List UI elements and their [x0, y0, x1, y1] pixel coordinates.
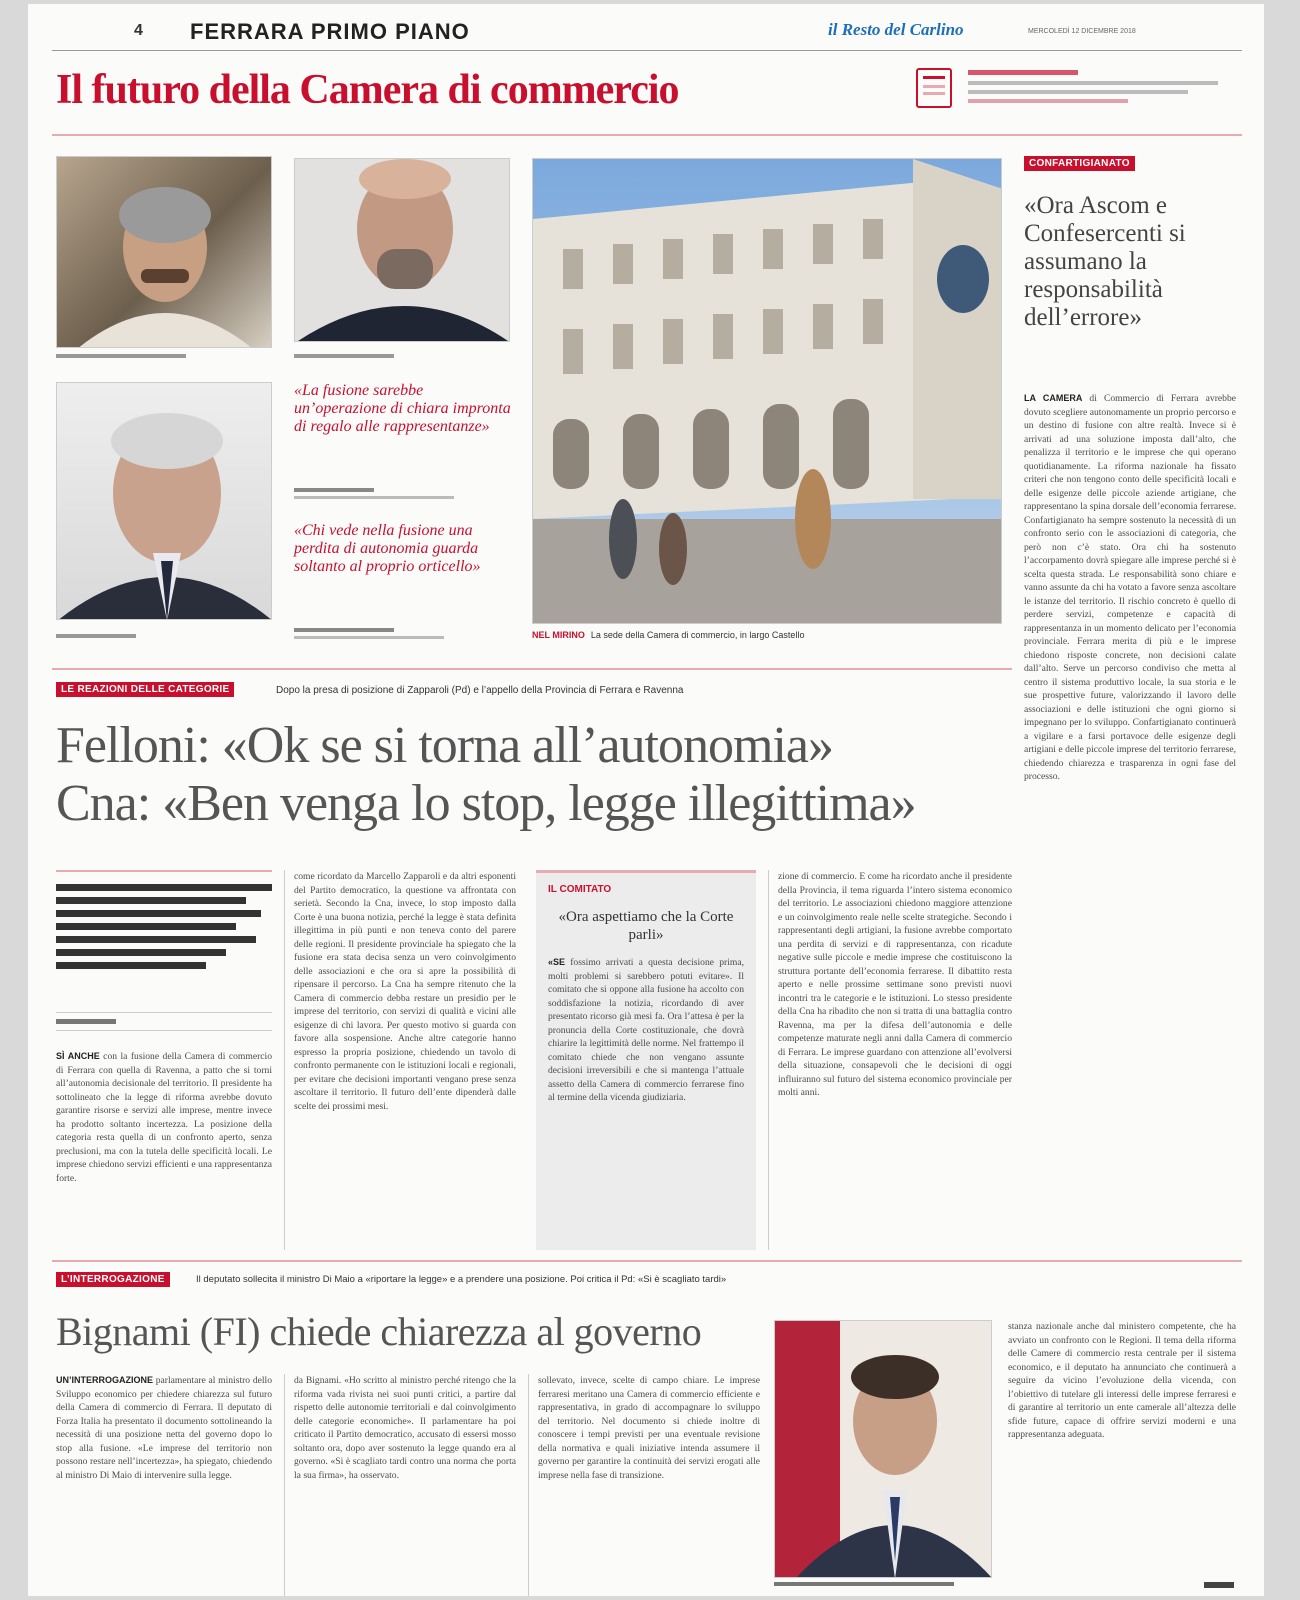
section-title: FERRARA PRIMO PIANO — [190, 19, 470, 44]
teaser-lines — [968, 70, 1218, 103]
chamber-building-photo — [532, 158, 1002, 624]
teaser-icon — [916, 68, 952, 108]
sidebar-quote: «Ora aspettiamo che la Corte parli» — [558, 909, 734, 943]
quote-block-1: «La fusione sarebbe un’operazione di chiara impronta di regalo alle rappresentanze» — [294, 382, 511, 435]
portrait-photo-1 — [56, 156, 272, 348]
portrait-photo-3 — [56, 382, 272, 620]
author-line — [56, 1012, 272, 1031]
page-number: 4 — [134, 22, 143, 39]
sidebar-body: «SE fossimo arrivati a questa decisione prima, molti problemi si sarebbero potuti evitare». Il comitato che si oppone alla fusione ha accolto con soddisfazione la notizia, ricordando di aver presentato ricorso già mesi fa. Ora l’attesa è per la pronuncia della Corte costituzionale, che dovrà chiarire la legittimità delle norme. Nel frattempo il comitato chiede che non vengano assunte decisioni irreversibili e che si mantenga l’attuale assetto della Camera di commercio ferrarese fino al termine della vicenda giudiziaria. — [548, 957, 744, 1103]
article-column-2: come ricordato da Marcello Zapparoli e da altri esponenti del Partito democratico, la questione va affrontata con serietà. Secondo la Cna, invece, lo stop imposto dalla Corte è una buona notizia, perché la legge è stata definita illegittima in più punti e non teneva conto del parere delle regioni. Il presidente provinciale ha spiegato che la fusione era stata decisa senza un vero coinvolgimento delle associazioni e che ora si apre la possibilità di ripensare il percorso. La Cna ha sempre ritenuto che la Camera di commercio debba restare un presidio per le imprese del territorio, con servizi di qualità e vicini alle esigenze di chi lavora. Per questo motivo si guarda con favore alla sospensione. Anche altre categorie hanno espresso la propria posizione, chiedendo un tavolo di confronto permanente con le istituzioni locali e regionali, per evitare che decisioni importanti vengano prese senza ascoltare il territorio. Il futuro dell’ente dipenderà dalle scelte dei prossimi mesi. — [294, 871, 516, 1112]
right-column-body: LA CAMERA di Commercio di Ferrara avrebbe dovuto scegliere autonomamente un proprio percorso e un destino di fusione con altre realtà. Invece si è arrivati ad una soluzione imposta dall’alto, che penalizza il territorio e le imprese che qui operano quotidianamente. La riforma nazionale ha fissato criteri che non tengono conto delle specificità locali e delle esigenze delle piccole aziende artigiane, che rappresentano la spina dorsale dell’economia ferrarese. Confartigianato ha sempre sostenuto la necessità di un confronto serio con le associazioni di categoria, che però non c’è stato. Ora chi ha sostenuto l’accorpamento dovrà spiegare alle imprese perché si è scelta questa strada. Le responsabilità sono chiare e vanno assunte da chi ha votato a favore senza ascoltare le istanze del territorio. Il rischio concreto è quello di perdere servizi, competenze e capacità di rappresentanza in un momento delicato per l’economia provinciale. Ferrara merita di più e le imprese chiedono risposte concrete, non decisioni calate dall’alto. Serve un percorso condiviso che metta al centro il sistema produttivo locale, la sua storia e le sue prospettive future, valorizzando il lavoro delle associazioni e delle istituzioni che ogni giorno si impegnano per lo sviluppo. Confartigianato continuerà a vigilare e a farsi portavoce delle esigenze degli artigiani e delle piccole imprese del territorio ferrarese, chiedendo chiarezza e trasparenza in ogni fase del processo. — [1024, 393, 1236, 782]
portrait-caption-1 — [56, 354, 272, 358]
category-label: LE REAZIONI DELLE CATEGORIE — [56, 682, 234, 697]
bignami-photo-caption — [774, 1582, 992, 1586]
article-summary — [56, 884, 272, 969]
category-rule-top — [52, 668, 1012, 670]
col-divider-2 — [768, 870, 769, 1250]
bottom-divider-2 — [528, 1374, 529, 1596]
sidebar-label: IL COMITATO — [548, 884, 612, 895]
right-column-quote: «Ora Ascom e Confesercenti si assumano la responsabilità dell’errore» — [1024, 192, 1186, 331]
newspaper-page — [28, 4, 1264, 1596]
brand-logo: il Resto del Carlino — [828, 20, 964, 39]
col1-rule — [56, 870, 272, 872]
banner-rule — [52, 134, 1242, 136]
portrait-caption-3 — [56, 634, 272, 638]
headline-line-1: Felloni: «Ok se si torna all’autonomia» — [56, 717, 833, 774]
col-divider-1 — [284, 870, 285, 1250]
bottom-column-3: sollevato, invece, scelte di campo chiare. Le imprese ferraresi meritano una Camera di commercio efficiente e rappresentativa, in grado di accompagnare lo sviluppo del territorio. Nel documento si chiede inoltre di conoscere i tempi previsti per una eventuale revisione della normativa e quali iniziative intenda assumere il governo per garantire la continuità dei servizi erogati alle imprese nella fase di transizione. — [538, 1375, 760, 1481]
quote-author-2 — [294, 628, 512, 639]
bottom-column-4: stanza nazionale anche dal ministero competente, che ha avviato un confronto con le Regioni. Il tema della riforma delle Camere di commercio resta centrale per il sistema economico, e il deputato ha annunciato che continuerà a seguire da vicino l’evoluzione della vicenda, con l’obiettivo di tutelare gli interessi delle imprese ferraresi e di garantire al territorio un ente camerale all’altezza delle sfide future, capace di offrire servizi moderni e una rappresentanza adeguata. — [1008, 1321, 1236, 1440]
headline-line-2: Cna: «Ben venga lo stop, legge illegittima» — [56, 775, 916, 832]
quote-author-1 — [294, 488, 512, 499]
article-column-1: SÌ ANCHE con la fusione della Camera di commercio di Ferrara con quella di Ravenna, a patto che si torni all’autonomia decisionale del territorio. Il presidente ha sottolineato che la legge di riforma avrebbe dovuto garantire risorse e servizi alle imprese, mentre invece ha prodotto soltanto incertezza. La posizione della categoria resta quella di un confronto aperto, senza preclusioni, ma con la tutela delle specificità locali. Le imprese chiedono servizi efficienti e una rappresentanza forte. — [56, 1051, 272, 1184]
bottom-column-1: UN’INTERROGAZIONE parlamentare al ministro dello Sviluppo economico per chiedere chiarezza sul futuro della Camera di commercio di Ferrara. Il deputato di Forza Italia ha presentato il documento sottolineando la necessità di una posizione netta del governo dopo lo stop alla fusione. «Le imprese del territorio non possono restare nell’incertezza», ha spiegato, chiedendo al ministro Di Maio di intervenire sulla legge. — [56, 1375, 272, 1481]
category-text: Dopo la presa di posizione di Zapparoli (Pd) e l’appello della Provincia di Ferrara e Ravenna — [276, 685, 684, 696]
banner-title: Il futuro della Camera di commercio — [56, 67, 679, 113]
header-rule — [52, 50, 1242, 51]
portrait-photo-2 — [294, 158, 510, 342]
bignami-portrait-photo — [774, 1320, 992, 1578]
bottom-label: L’INTERROGAZIONE — [56, 1272, 170, 1287]
right-column-label: CONFARTIGIANATO — [1024, 156, 1135, 171]
bottom-headline: Bignami (FI) chiede chiarezza al governo — [56, 1309, 702, 1354]
article-column-3: zione di commercio. E come ha ricordato anche il presidente della Provincia, il tema riguarda l’intero sistema economico del territorio. Le associazioni chiedono maggiore attenzione e un coinvolgimento reale nelle scelte strategiche. Secondo i rappresentanti degli artigiani, la fusione avrebbe comportato una perdita di servizi e di rappresentanza, con ricadute negative sulle piccole e medie imprese che costituiscono la struttura portante dell’economia ferrarese. Il dibattito resta aperto e nelle prossime settimane sono previsti nuovi incontri tra le categorie e le istituzioni. Lo stesso presidente della Cna ha ribadito che non si tratta di una battaglia contro Ravenna, ma per la difesa dell’autonomia e delle competenze maturate negli anni dalla Camera di commercio di Ferrara. Le imprese guardano con attenzione all’evolversi della situazione, consapevoli che le decisioni di oggi influiranno sul futuro del sistema economico provinciale per molti anni. — [778, 871, 1012, 1098]
portrait-caption-2 — [294, 354, 510, 358]
page-footer-mark — [1204, 1582, 1234, 1588]
bottom-subtitle: Il deputato sollecita il ministro Di Maio a «riportare la legge» e a prendere una posizione. Poi critica il Pd: «Si è scagliato tardi» — [196, 1274, 727, 1285]
bottom-column-2: da Bignami. «Ho scritto al ministro perché ritengo che la riforma vada rivista nei suoi punti critici, a partire dal rispetto delle autonomie territoriali e dal coinvolgimento delle categorie economiche». Il parlamentare ha poi criticato il Partito democratico, accusato di essersi mosso soltanto ora, dopo aver sostenuto la legge quando era al governo. «Si è scagliato tardi contro una norma che porta la sua firma», ha osservato. — [294, 1375, 516, 1481]
photo-caption: NEL MIRINO La sede della Camera di commercio, in largo Castello — [532, 630, 805, 640]
bottom-divider-1 — [284, 1374, 285, 1596]
issue-date: MERCOLEDÌ 12 DICEMBRE 2018 — [1028, 28, 1136, 35]
quote-block-2: «Chi vede nella fusione una perdita di autonomia guarda soltanto al proprio orticello» — [294, 522, 481, 575]
bottom-rule-top — [52, 1260, 1242, 1262]
